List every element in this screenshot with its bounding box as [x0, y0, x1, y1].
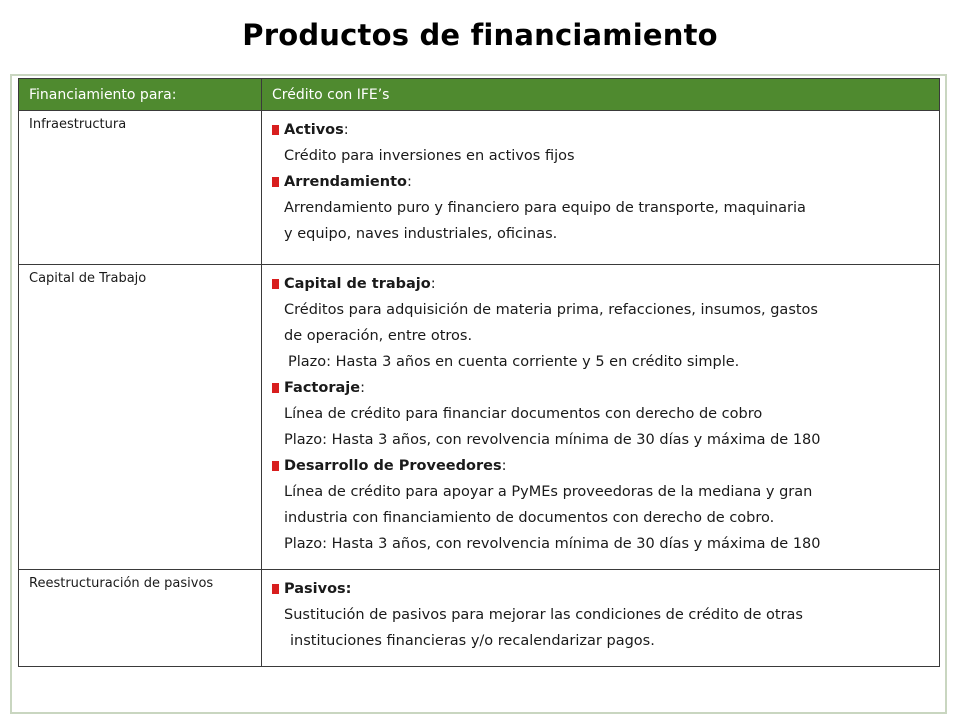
item-text: Plazo: Hasta 3 años, con revolvencia mínima de 30 días y máxima de 180 — [284, 536, 821, 552]
list-item — [272, 169, 925, 247]
item-text: y equipo, naves industriales, oficinas. — [284, 226, 558, 242]
item-text: Línea de crédito para apoyar a PyMEs proveedoras de la mediana y gran — [284, 484, 813, 500]
bullet-square-icon — [272, 177, 279, 187]
financing-table — [18, 78, 940, 667]
table-row — [19, 570, 940, 667]
item-text: Plazo: Hasta 3 años, con revolvencia mínima de 30 días y máxima de 180 — [284, 432, 821, 448]
row-label: Reestructuración de pasivos — [19, 570, 262, 667]
bullet-square-icon — [272, 125, 279, 135]
item-title: Factoraje — [284, 380, 361, 396]
item-text: Crédito para inversiones en activos fijos — [284, 148, 575, 164]
list-item — [272, 117, 925, 169]
column-header-credit: Crédito con IFE’s — [262, 79, 940, 111]
item-text: de operación, entre otros. — [284, 328, 473, 344]
item-title: Arrendamiento — [284, 174, 407, 190]
row-label: Infraestructura — [19, 111, 262, 265]
table-row — [19, 265, 940, 570]
table-row — [19, 111, 940, 265]
bullet-square-icon — [272, 461, 279, 471]
row-description — [262, 570, 940, 667]
list-item — [272, 576, 925, 654]
table-header-row — [19, 79, 940, 111]
list-item — [272, 375, 925, 453]
item-text: instituciones financieras y/o recalendarizar pagos. — [290, 633, 655, 649]
item-title: Desarrollo de Proveedores — [284, 458, 502, 474]
column-header-financing: Financiamiento para: — [19, 79, 262, 111]
bullet-square-icon — [272, 383, 279, 393]
item-title: Activos — [284, 122, 344, 138]
list-item — [272, 453, 925, 557]
bullet-square-icon — [272, 584, 279, 594]
item-text: Arrendamiento puro y financiero para equipo de transporte, maquinaria — [284, 200, 806, 216]
row-description — [262, 111, 940, 265]
item-suffix: : — [343, 122, 349, 138]
item-text: Créditos para adquisición de materia prima, refacciones, insumos, gastos — [284, 302, 818, 318]
item-title: Capital de trabajo — [284, 276, 431, 292]
item-suffix: : — [360, 380, 365, 396]
item-text: Plazo: Hasta 3 años en cuenta corriente y 5 en crédito simple. — [288, 354, 740, 370]
row-label: Capital de Trabajo — [19, 265, 262, 570]
item-text: industria con financiamiento de documentos con derecho de cobro. — [284, 510, 775, 526]
list-item — [272, 271, 925, 375]
page-title: Productos de financiamiento — [242, 18, 718, 52]
item-title: Pasivos: — [284, 581, 352, 597]
item-suffix: : — [406, 174, 412, 190]
item-suffix: : — [501, 458, 507, 474]
item-text: Sustitución de pasivos para mejorar las condiciones de crédito de otras — [284, 607, 803, 623]
item-suffix: : — [430, 276, 436, 292]
item-text: Línea de crédito para financiar documentos con derecho de cobro — [284, 406, 763, 422]
bullet-square-icon — [272, 279, 279, 289]
row-description — [262, 265, 940, 570]
